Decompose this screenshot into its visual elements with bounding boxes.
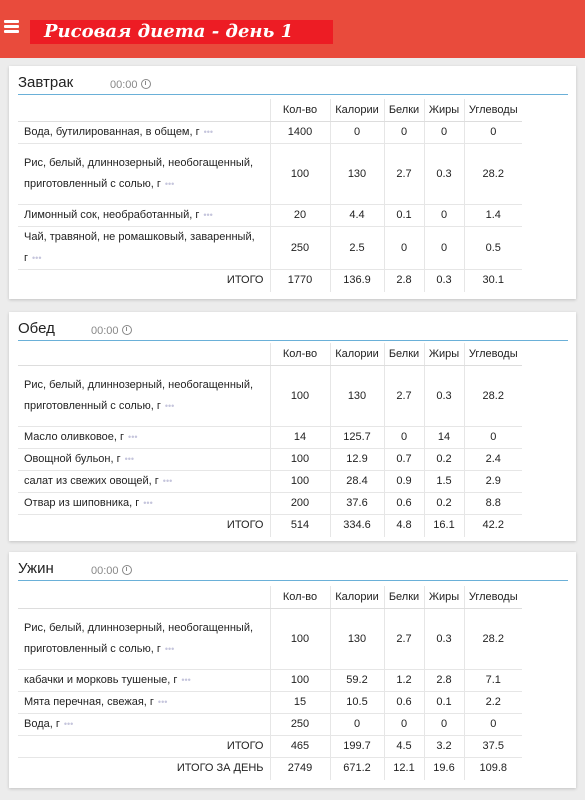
clock-icon — [141, 79, 151, 89]
kcal: 4.4 — [330, 205, 384, 227]
table-row — [18, 493, 522, 515]
kcal: 59.2 — [330, 670, 384, 692]
table-row — [18, 427, 522, 449]
kcal: 2.5 — [330, 227, 384, 270]
total-qty: 514 — [270, 515, 330, 537]
total-fat: 3.2 — [424, 736, 464, 758]
meal-time[interactable] — [91, 564, 132, 577]
clock-icon — [122, 325, 132, 335]
column-header-fat: Жиры — [424, 586, 464, 609]
table-row — [18, 714, 522, 736]
meal-card-breakfast — [9, 66, 576, 299]
table-row — [18, 670, 522, 692]
qty: 100 — [270, 471, 330, 493]
meal-table — [18, 99, 522, 292]
fat: 0 — [424, 227, 464, 270]
meal-time[interactable] — [91, 324, 132, 337]
kcal: 0 — [330, 714, 384, 736]
total-carbs: 30.1 — [464, 270, 522, 292]
qty: 100 — [270, 366, 330, 427]
column-header-fat: Жиры — [424, 99, 464, 122]
qty: 100 — [270, 449, 330, 471]
meal-table — [18, 343, 522, 537]
kcal: 28.4 — [330, 471, 384, 493]
food-name-text: Вода, г — [24, 718, 60, 730]
day-total-kcal: 671.2 — [330, 758, 384, 780]
protein: 0 — [384, 122, 424, 144]
food-name-text: Мята перечная, свежая, г — [24, 696, 154, 708]
kcal: 37.6 — [330, 493, 384, 515]
meal-header — [18, 72, 568, 95]
carbs: 28.2 — [464, 366, 522, 427]
carbs: 0 — [464, 122, 522, 144]
fat: 0.3 — [424, 609, 464, 670]
carbs: 7.1 — [464, 670, 522, 692]
food-name — [18, 366, 270, 427]
food-name-text: Лимонный сок, необработанный, г — [24, 209, 200, 221]
column-header-carbs: Углеводы — [464, 343, 522, 366]
meal-header — [18, 558, 568, 581]
total-row — [18, 515, 522, 537]
qty: 200 — [270, 493, 330, 515]
total-kcal: 334.6 — [330, 515, 384, 537]
carbs: 28.2 — [464, 144, 522, 205]
kcal: 130 — [330, 144, 384, 205]
total-kcal: 136.9 — [330, 270, 384, 292]
column-header-name — [18, 586, 270, 609]
more-dots-icon[interactable]: ••• — [157, 697, 168, 707]
total-row — [18, 270, 522, 292]
more-dots-icon[interactable]: ••• — [164, 179, 175, 189]
more-dots-icon[interactable]: ••• — [203, 127, 214, 137]
qty: 250 — [270, 227, 330, 270]
protein: 1.2 — [384, 670, 424, 692]
column-header-fat: Жиры — [424, 343, 464, 366]
food-name — [18, 670, 270, 692]
qty: 15 — [270, 692, 330, 714]
food-name — [18, 714, 270, 736]
total-kcal: 199.7 — [330, 736, 384, 758]
kcal: 130 — [330, 366, 384, 427]
total-fat: 0.3 — [424, 270, 464, 292]
protein: 0.9 — [384, 471, 424, 493]
meal-card-lunch — [9, 312, 576, 541]
total-label: ИТОГО — [18, 515, 270, 537]
food-name-text: Рис, белый, длиннозерный, необогащенный, приготовленный с солью, г — [24, 157, 254, 190]
meal-title: Ужин — [18, 560, 54, 577]
carbs: 0 — [464, 427, 522, 449]
fat: 14 — [424, 427, 464, 449]
meal-time-value: 00:00 — [110, 79, 138, 91]
food-name — [18, 692, 270, 714]
table-row — [18, 471, 522, 493]
carbs: 1.4 — [464, 205, 522, 227]
table-row — [18, 609, 522, 670]
table-row — [18, 449, 522, 471]
meal-time-value: 00:00 — [91, 565, 119, 577]
table-row — [18, 692, 522, 714]
food-name-text: Рис, белый, длиннозерный, необогащенный, приготовленный с солью, г — [24, 379, 254, 412]
food-name — [18, 493, 270, 515]
fat: 1.5 — [424, 471, 464, 493]
total-carbs: 42.2 — [464, 515, 522, 537]
column-header-qty: Кол-во — [270, 343, 330, 366]
column-header-kcal: Калории — [330, 586, 384, 609]
qty: 250 — [270, 714, 330, 736]
column-header-qty: Кол-во — [270, 99, 330, 122]
carbs: 2.9 — [464, 471, 522, 493]
protein: 2.7 — [384, 144, 424, 205]
top-bar — [0, 0, 585, 58]
more-dots-icon[interactable]: ••• — [203, 210, 213, 220]
more-dots-icon[interactable]: ••• — [128, 432, 138, 442]
meal-card-dinner — [9, 552, 576, 788]
day-total-protein: 12.1 — [384, 758, 424, 780]
carbs: 28.2 — [464, 609, 522, 670]
carbs: 0.5 — [464, 227, 522, 270]
carbs: 0 — [464, 714, 522, 736]
kcal: 0 — [330, 122, 384, 144]
protein: 0.6 — [384, 493, 424, 515]
total-protein: 4.8 — [384, 515, 424, 537]
food-name-text: Овощной бульон, г — [24, 453, 121, 465]
protein: 0.1 — [384, 205, 424, 227]
table-row — [18, 227, 522, 270]
fat: 0 — [424, 205, 464, 227]
table-row — [18, 122, 522, 144]
total-protein: 4.5 — [384, 736, 424, 758]
more-dots-icon[interactable]: ••• — [162, 476, 173, 486]
column-header-carbs: Углеводы — [464, 99, 522, 122]
table-row — [18, 205, 522, 227]
total-qty: 465 — [270, 736, 330, 758]
carbs: 2.4 — [464, 449, 522, 471]
kcal: 10.5 — [330, 692, 384, 714]
table-header-row — [18, 586, 522, 609]
more-dots-icon[interactable]: ••• — [181, 675, 191, 685]
meal-header — [18, 318, 568, 341]
fat: 0 — [424, 122, 464, 144]
food-name — [18, 144, 270, 205]
food-name — [18, 227, 270, 270]
carbs: 8.8 — [464, 493, 522, 515]
kcal: 125.7 — [330, 427, 384, 449]
table-row — [18, 144, 522, 205]
carbs: 2.2 — [464, 692, 522, 714]
menu-icon[interactable] — [4, 20, 19, 34]
meal-time[interactable] — [110, 78, 151, 91]
fat: 0.2 — [424, 493, 464, 515]
food-name-text: кабачки и морковь тушеные, г — [24, 674, 178, 686]
table-header-row — [18, 99, 522, 122]
qty: 100 — [270, 670, 330, 692]
protein: 0 — [384, 427, 424, 449]
qty: 100 — [270, 144, 330, 205]
day-total-fat: 19.6 — [424, 758, 464, 780]
food-name-text: Масло оливковое, г — [24, 431, 125, 443]
qty: 20 — [270, 205, 330, 227]
protein: 2.7 — [384, 366, 424, 427]
total-label: ИТОГО — [18, 736, 270, 758]
total-label: ИТОГО — [18, 270, 270, 292]
fat: 2.8 — [424, 670, 464, 692]
fat: 0.3 — [424, 144, 464, 205]
day-total-carbs: 109.8 — [464, 758, 522, 780]
day-total-row — [18, 758, 522, 780]
total-qty: 1770 — [270, 270, 330, 292]
table-row — [18, 366, 522, 427]
column-header-protein: Белки — [384, 343, 424, 366]
food-name — [18, 449, 270, 471]
fat: 0.1 — [424, 692, 464, 714]
food-name — [18, 205, 270, 227]
more-dots-icon[interactable]: ••• — [63, 719, 74, 729]
kcal: 130 — [330, 609, 384, 670]
qty: 1400 — [270, 122, 330, 144]
fat: 0.2 — [424, 449, 464, 471]
food-name-text: Рис, белый, длиннозерный, необогащенный, приготовленный с солью, г — [24, 622, 254, 655]
column-header-qty: Кол-во — [270, 586, 330, 609]
protein: 0 — [384, 227, 424, 270]
food-name — [18, 122, 270, 144]
more-dots-icon[interactable]: ••• — [164, 401, 175, 411]
protein: 0.6 — [384, 692, 424, 714]
table-header-row — [18, 343, 522, 366]
food-name-text: салат из свежих овощей, г — [24, 475, 159, 487]
food-name — [18, 427, 270, 449]
qty: 14 — [270, 427, 330, 449]
kcal: 12.9 — [330, 449, 384, 471]
protein: 0.7 — [384, 449, 424, 471]
food-name-text: Вода, бутилированная, в общем, г — [24, 126, 200, 138]
total-protein: 2.8 — [384, 270, 424, 292]
food-name-text: Чай, травяной, не ромашковый, заваренный, г — [24, 231, 255, 264]
protein: 0 — [384, 714, 424, 736]
page-title: Рисовая диета - день 1 — [30, 20, 333, 44]
column-header-protein: Белки — [384, 99, 424, 122]
more-dots-icon[interactable]: ••• — [143, 498, 153, 508]
food-name-text: Отвар из шиповника, г — [24, 497, 140, 509]
qty: 100 — [270, 609, 330, 670]
food-name — [18, 471, 270, 493]
column-header-kcal: Калории — [330, 99, 384, 122]
day-total-qty: 2749 — [270, 758, 330, 780]
total-carbs: 37.5 — [464, 736, 522, 758]
food-name — [18, 609, 270, 670]
more-dots-icon[interactable]: ••• — [164, 644, 175, 654]
total-fat: 16.1 — [424, 515, 464, 537]
meal-title: Обед — [18, 320, 55, 337]
fat: 0.3 — [424, 366, 464, 427]
fat: 0 — [424, 714, 464, 736]
day-total-label: ИТОГО ЗА ДЕНЬ — [18, 758, 270, 780]
column-header-name — [18, 99, 270, 122]
column-header-protein: Белки — [384, 586, 424, 609]
column-header-name — [18, 343, 270, 366]
meal-time-value: 00:00 — [91, 325, 119, 337]
more-dots-icon[interactable]: ••• — [32, 253, 42, 263]
meal-table — [18, 586, 522, 780]
more-dots-icon[interactable]: ••• — [124, 454, 135, 464]
column-header-carbs: Углеводы — [464, 586, 522, 609]
column-header-kcal: Калории — [330, 343, 384, 366]
total-row — [18, 736, 522, 758]
meal-title: Завтрак — [18, 74, 74, 91]
protein: 2.7 — [384, 609, 424, 670]
clock-icon — [122, 565, 132, 575]
